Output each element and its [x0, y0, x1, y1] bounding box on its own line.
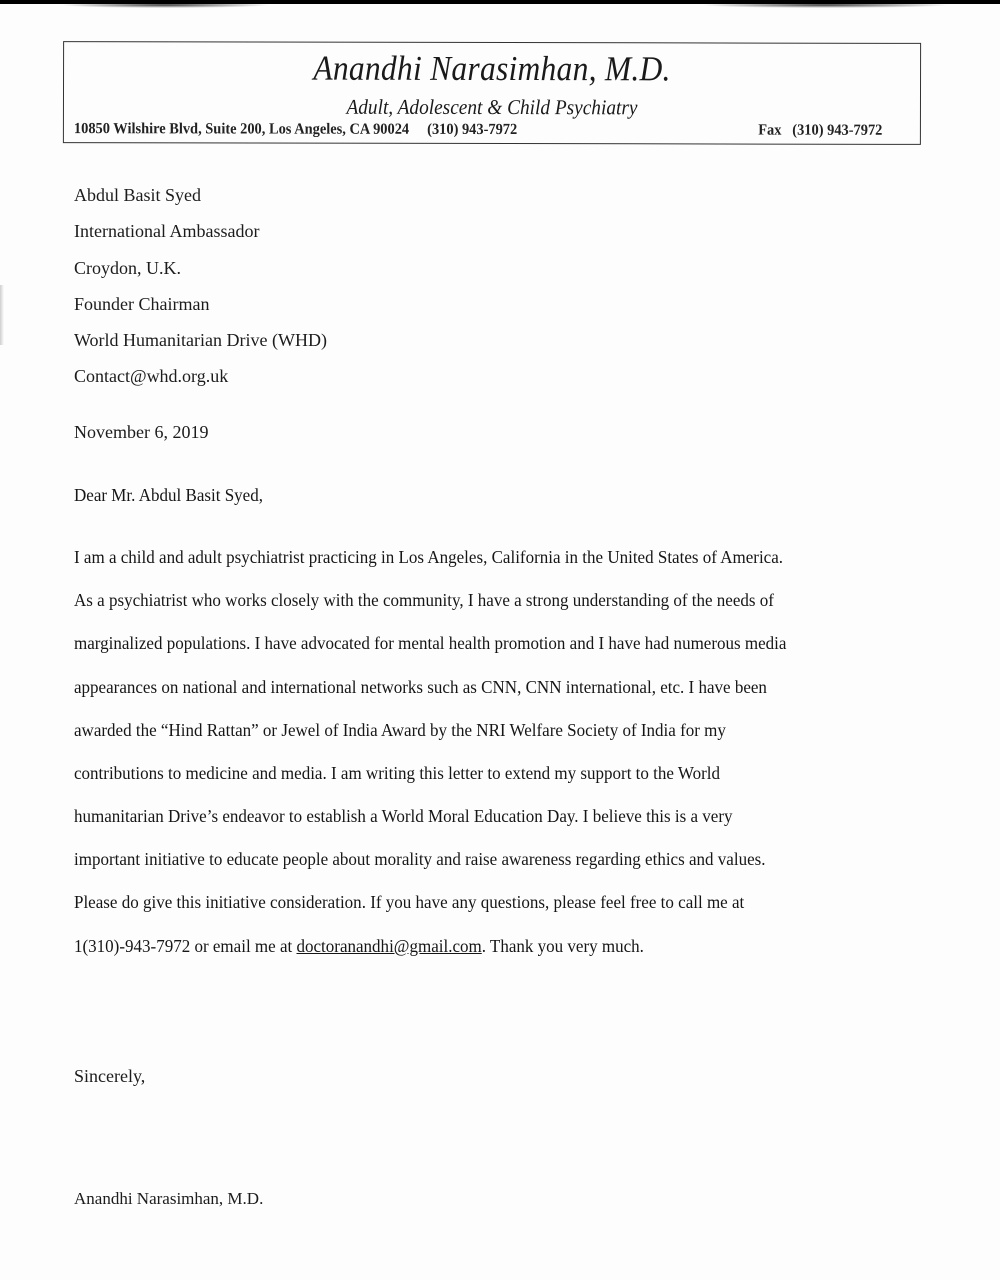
letterhead-specialty: Adult, Adolescent & Child Psychiatry [346, 94, 638, 120]
body-line: humanitarian Drive’s endeavor to establish a World Moral Education Day. I believe this is a very [74, 806, 733, 826]
letterhead-fax [758, 122, 882, 140]
salutation: Dear Mr. Abdul Basit Syed, [74, 485, 263, 505]
recipient-role: Founder Chairman [74, 294, 210, 314]
body-line: I am a child and adult psychiatrist practicing in Los Angeles, California in the United States of America. [74, 547, 784, 567]
body-line: awarded the “Hind Rattan” or Jewel of India Award by the NRI Welfare Society of India for my [74, 720, 726, 740]
body-line: marginalized populations. I have advocated for mental health promotion and I have had numerous media [74, 633, 787, 653]
body-line: important initiative to educate people about morality and raise awareness regarding ethics and values. [74, 849, 766, 869]
scan-top-edge [0, 0, 1000, 4]
letterhead-address-phone [74, 120, 517, 139]
recipient-organization: World Humanitarian Drive (WHD) [74, 330, 327, 350]
letterhead [63, 41, 921, 145]
body-line: contributions to medicine and media. I am writing this letter to extend my support to the World [74, 763, 720, 783]
email-link[interactable]: doctoranandhi@gmail.com [296, 936, 482, 956]
letterhead-name: Anandhi Narasimhan, M.D. [313, 48, 671, 89]
letterhead-phone: (310) 943-7972 [427, 120, 518, 139]
recipient-email: Contact@whd.org.uk [74, 366, 229, 386]
body-line-contact [74, 935, 644, 957]
scan-edge-artifact [0, 285, 4, 345]
letter-date: November 6, 2019 [74, 422, 209, 442]
contact-text-suffix: . Thank you very much. [481, 936, 644, 956]
recipient-name: Abdul Basit Syed [74, 185, 202, 205]
closing: Sincerely, [74, 1066, 146, 1086]
recipient-location: Croydon, U.K. [74, 258, 181, 278]
body-line: Please do give this initiative consideration. If you have any questions, please feel free to call me at [74, 892, 745, 912]
signature-name: Anandhi Narasimhan, M.D. [74, 1189, 264, 1208]
body-line: As a psychiatrist who works closely with the community, I have a strong understanding of the needs of [74, 590, 774, 610]
fax-label: Fax [757, 121, 782, 139]
contact-text-prefix: 1(310)-943-7972 or email me at [74, 936, 297, 956]
letterhead-address: 10850 Wilshire Blvd, Suite 200, Los Angeles, CA 90024 [73, 120, 410, 138]
body-line: appearances on national and international networks such as CNN, CNN international, etc. I have been [74, 677, 767, 697]
fax-number: (310) 943-7972 [791, 121, 882, 139]
recipient-title: International Ambassador [74, 221, 260, 241]
